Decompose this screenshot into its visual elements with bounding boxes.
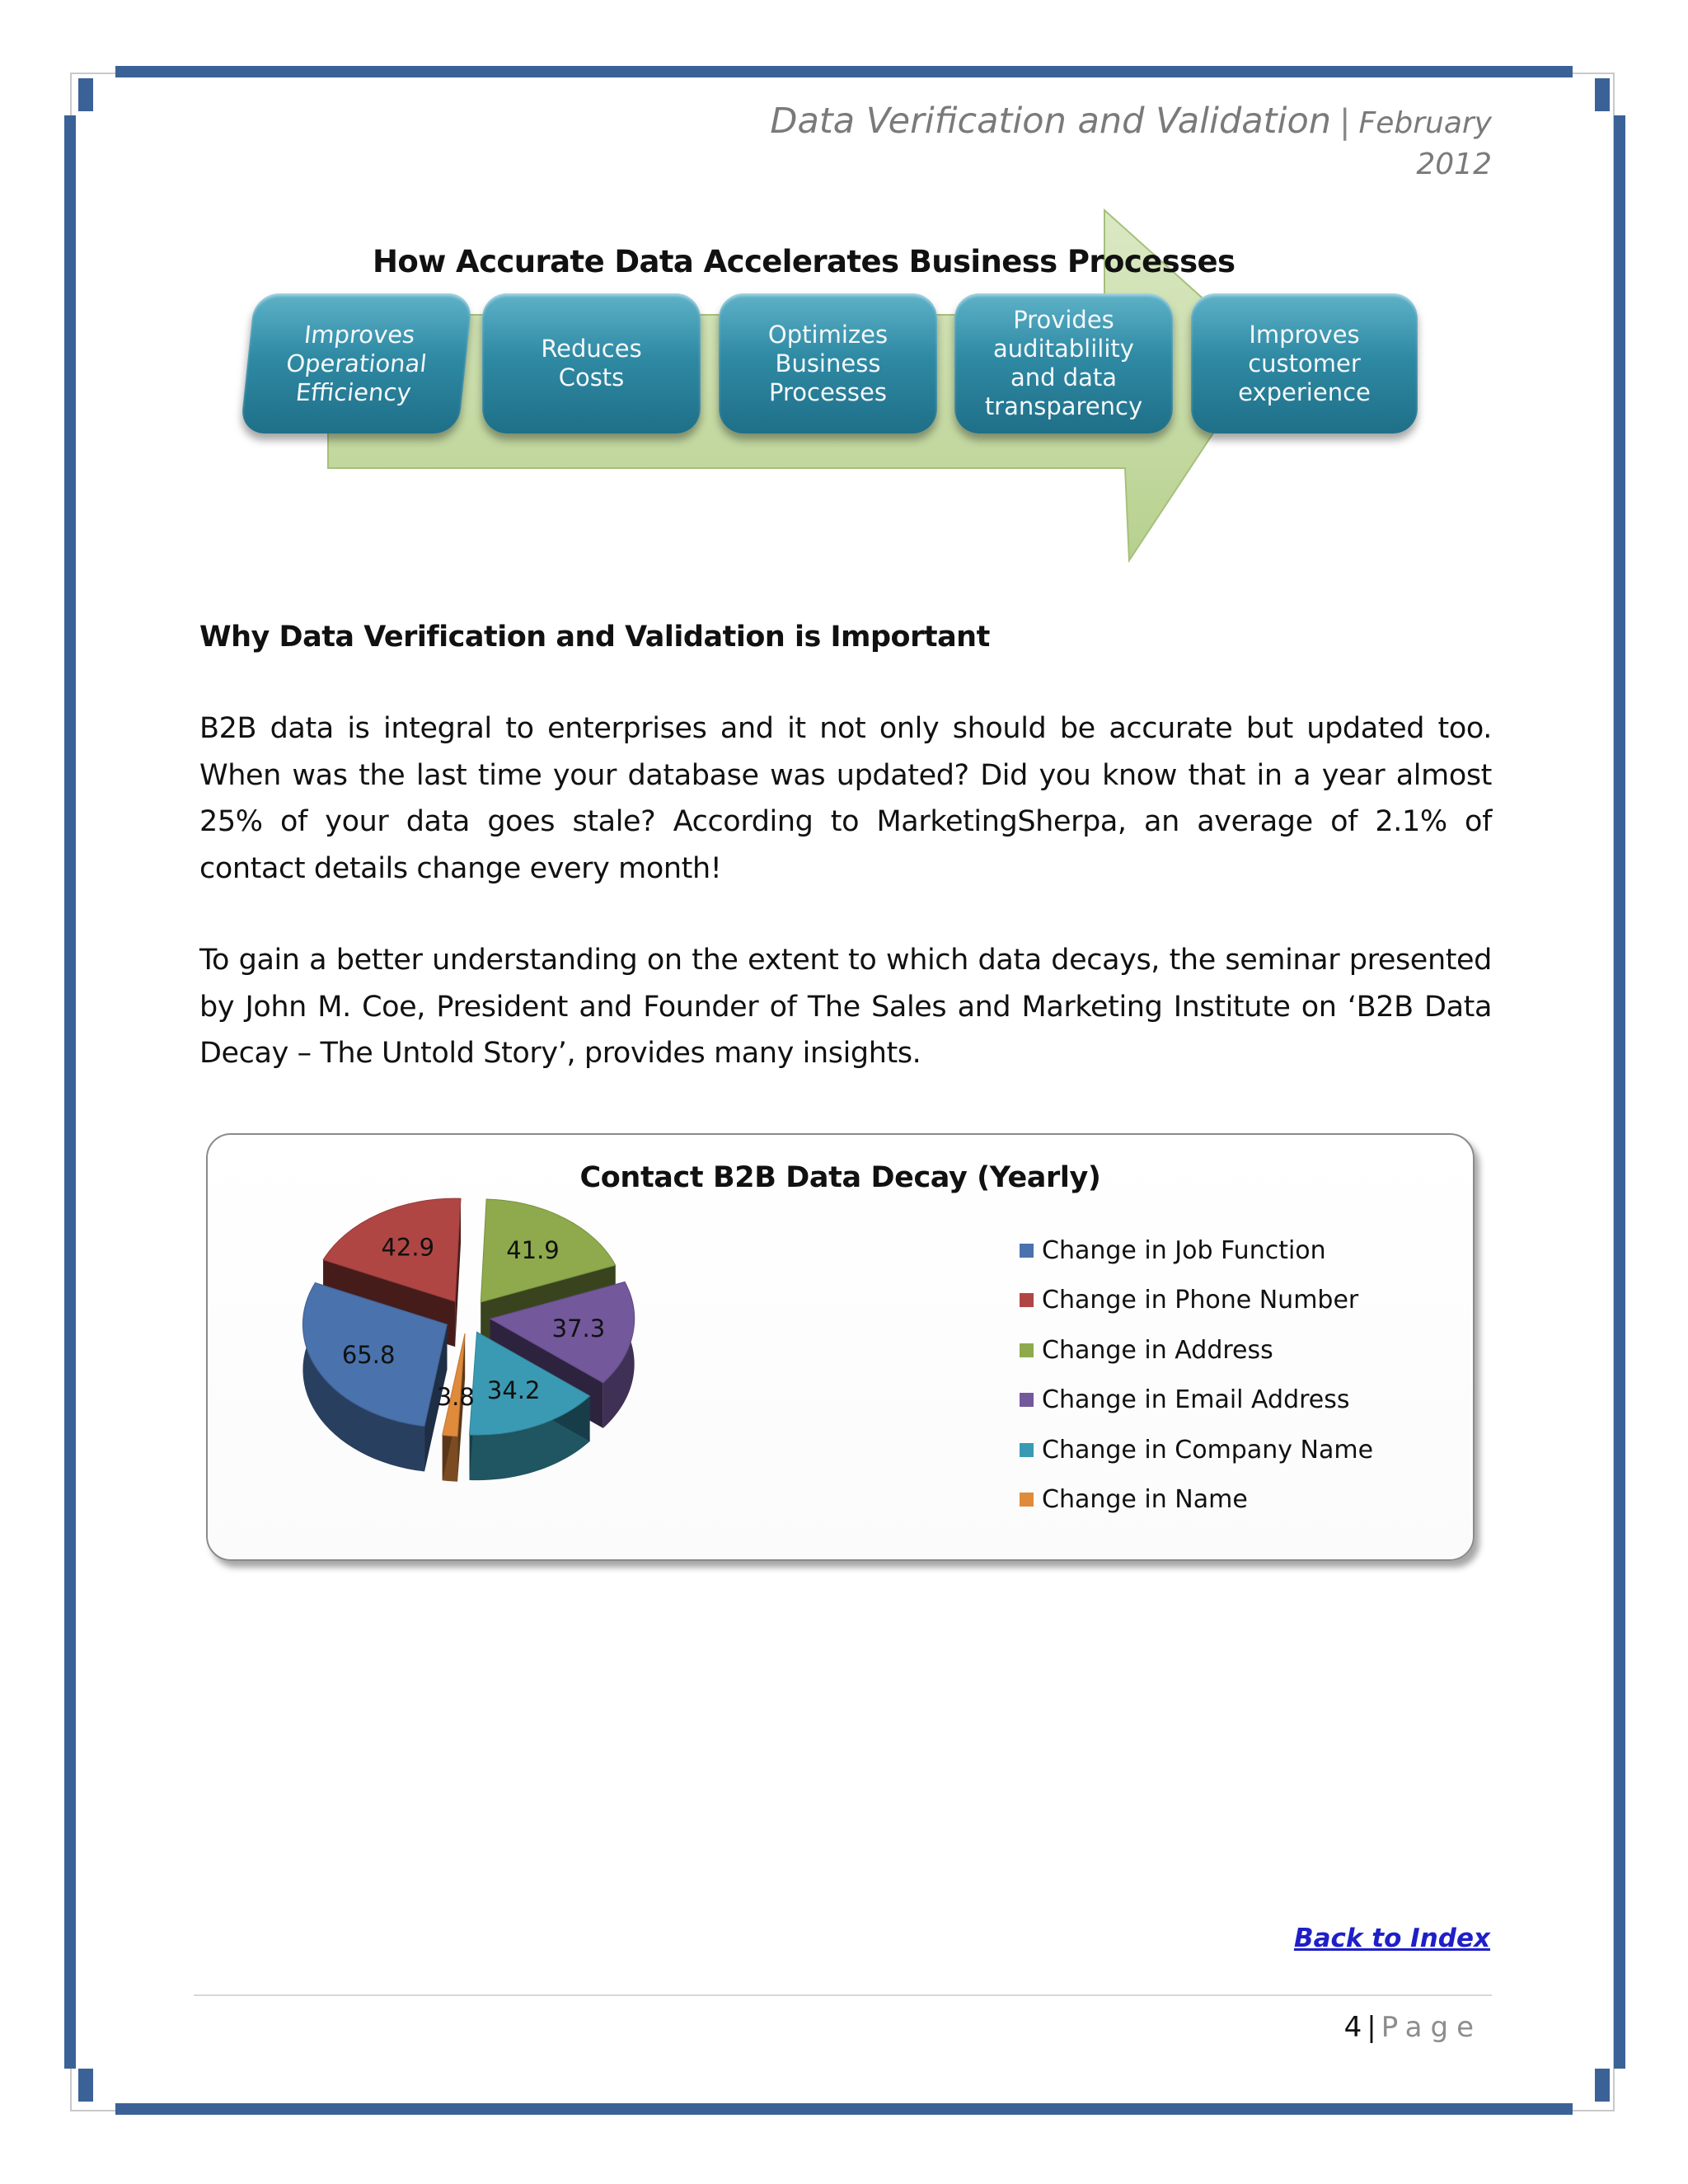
process-arrow bbox=[0, 0, 1688, 577]
legend-label: Change in Phone Number bbox=[1042, 1286, 1359, 1315]
legend-swatch bbox=[1020, 1343, 1034, 1357]
section-heading: Why Data Verification and Validation is Important bbox=[199, 621, 990, 654]
frame-bottom-bar bbox=[115, 2103, 1573, 2115]
footer-rule bbox=[194, 1994, 1492, 1996]
pie-data-label: 42.9 bbox=[381, 1233, 435, 1262]
legend-swatch bbox=[1020, 1393, 1034, 1407]
process-title: How Accurate Data Accelerates Business Processes bbox=[373, 244, 1236, 279]
paragraph-1: B2B data is integral to enterprises and it not only should be accurate but updated too. When was the last time your database was updated? Did you know that in a year almost 25% of your data goes stale? According to MarketingSherpa, an average of 2.1% of contact details change every month! bbox=[199, 712, 1492, 885]
legend-item bbox=[1020, 1425, 1373, 1475]
legend-item bbox=[1020, 1475, 1373, 1526]
pie-data-label: 37.3 bbox=[551, 1314, 606, 1343]
legend-label: Change in Job Function bbox=[1042, 1235, 1326, 1265]
frame-corner-bl bbox=[78, 2069, 93, 2102]
pie-data-label: 34.2 bbox=[486, 1376, 541, 1404]
legend-item bbox=[1020, 1226, 1373, 1276]
legend-swatch bbox=[1020, 1244, 1034, 1258]
legend-swatch bbox=[1020, 1443, 1034, 1457]
legend-label: Change in Company Name bbox=[1042, 1435, 1374, 1465]
process-step-2: Reduces Costs bbox=[482, 293, 701, 434]
paragraph-2: To gain a better understanding on the extent to which data decays, the seminar presented by John M. Coe, President and Founder of The Sales and Marketing Institute on ‘B2B Data Decay – The Untold Story’, provides many insights. bbox=[199, 944, 1492, 1070]
header-date: February 2012 bbox=[1358, 106, 1492, 181]
pie-data-label: 41.9 bbox=[506, 1235, 560, 1264]
header-separator: | bbox=[1339, 103, 1351, 141]
page-number-value: 4 bbox=[1343, 2011, 1362, 2044]
process-step-1: Improves Operational Efficiency bbox=[240, 293, 473, 434]
legend-item bbox=[1020, 1325, 1373, 1376]
process-step-4: Provides auditablility and data transparency bbox=[954, 293, 1173, 434]
pie-data-label: 3.8 bbox=[436, 1382, 475, 1411]
page-label: Page bbox=[1381, 2011, 1482, 2044]
header-title: Data Verification and Validation bbox=[770, 101, 1332, 142]
chart-legend bbox=[1020, 1226, 1373, 1525]
page-number bbox=[1344, 2011, 1482, 2044]
process-step-3: Optimizes Business Processes bbox=[719, 293, 937, 434]
legend-label: Change in Email Address bbox=[1042, 1385, 1350, 1415]
chart-title: Contact B2B Data Decay (Yearly) bbox=[579, 1161, 1101, 1194]
legend-item bbox=[1020, 1376, 1373, 1426]
legend-swatch bbox=[1020, 1293, 1034, 1307]
legend-label: Change in Name bbox=[1042, 1485, 1248, 1515]
legend-label: Change in Address bbox=[1042, 1335, 1273, 1365]
back-to-index-link[interactable]: Back to Index bbox=[1293, 1924, 1490, 1953]
chart-container bbox=[206, 1133, 1475, 1561]
frame-corner-br bbox=[1595, 2069, 1610, 2102]
process-step-5: Improves customer experience bbox=[1191, 293, 1418, 434]
legend-item bbox=[1020, 1276, 1373, 1326]
legend-swatch bbox=[1020, 1493, 1034, 1507]
pie-data-label: 65.8 bbox=[341, 1341, 396, 1370]
page-number-separator: | bbox=[1367, 2011, 1376, 2044]
